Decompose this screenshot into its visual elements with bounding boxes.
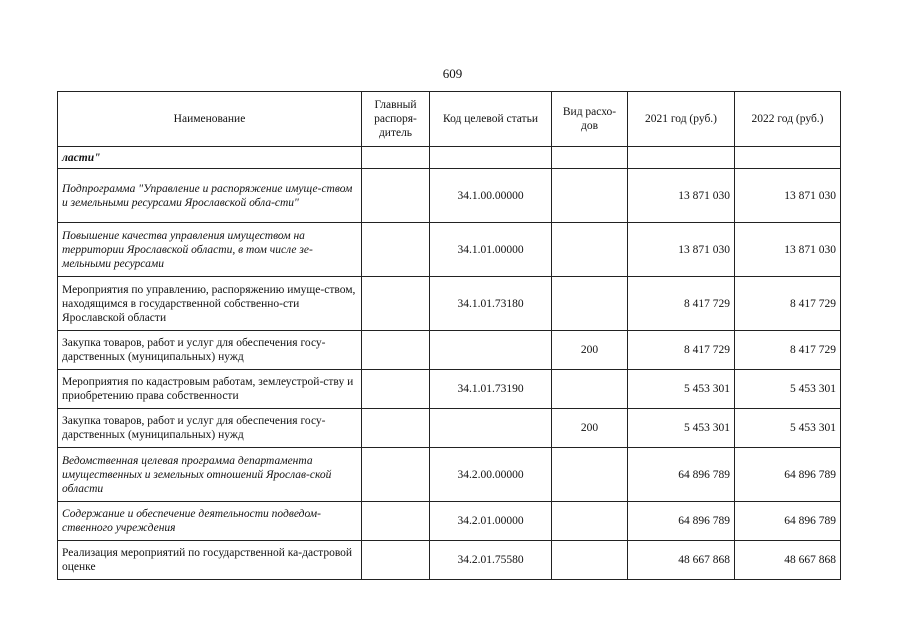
row-2022: 48 667 868: [735, 541, 841, 580]
row-2021: [628, 147, 735, 169]
row-code: 34.1.00.00000: [430, 169, 552, 223]
row-expense-type: [552, 223, 628, 277]
row-expense-type: [552, 541, 628, 580]
row-2022: 8 417 729: [735, 331, 841, 370]
table-row: [58, 147, 841, 169]
row-2021: 5 453 301: [628, 409, 735, 448]
budget-table: [57, 91, 841, 580]
header-manager: Главный распоря-дитель: [362, 92, 430, 147]
row-name: Мероприятия по кадастровым работам, землеустрой-ству и приобретению права собственности: [58, 370, 362, 409]
row-manager: [362, 277, 430, 331]
row-manager: [362, 370, 430, 409]
row-2022: 8 417 729: [735, 277, 841, 331]
row-name: Ведомственная целевая программа департамента имущественных и земельных отношений Ярослав-ской области: [58, 448, 362, 502]
row-expense-type: [552, 169, 628, 223]
row-2021: 8 417 729: [628, 331, 735, 370]
row-2022: 5 453 301: [735, 409, 841, 448]
table-row: [58, 409, 841, 448]
row-name: Закупка товаров, работ и услуг для обеспечения госу-дарственных (муниципальных) нужд: [58, 409, 362, 448]
row-expense-type: [552, 502, 628, 541]
row-manager: [362, 502, 430, 541]
row-code: 34.1.01.00000: [430, 223, 552, 277]
row-name: Содержание и обеспечение деятельности подведом-ственного учреждения: [58, 502, 362, 541]
row-manager: [362, 409, 430, 448]
table-header-row: [58, 92, 841, 147]
row-manager: [362, 541, 430, 580]
row-expense-type: [552, 448, 628, 502]
row-manager: [362, 169, 430, 223]
row-2021: 64 896 789: [628, 448, 735, 502]
row-2022: 13 871 030: [735, 169, 841, 223]
row-expense-type: [552, 147, 628, 169]
table-row: [58, 223, 841, 277]
row-name: Подпрограмма "Управление и распоряжение имуще-ством и земельными ресурсами Ярославской обла-сти": [58, 169, 362, 223]
row-code: 34.2.01.75580: [430, 541, 552, 580]
row-name: Реализация мероприятий по государственной ка-дастровой оценке: [58, 541, 362, 580]
row-expense-type: [552, 277, 628, 331]
row-expense-type: [552, 370, 628, 409]
row-name: ласти": [58, 147, 362, 169]
page-number: 609: [442, 66, 463, 81]
row-2022: 64 896 789: [735, 448, 841, 502]
row-manager: [362, 223, 430, 277]
header-expense-type: Вид расхо-дов: [552, 92, 628, 147]
table-row: [58, 331, 841, 370]
table-row: [58, 502, 841, 541]
table-row: [58, 277, 841, 331]
table-row: [58, 448, 841, 502]
header-name: Наименование: [58, 92, 362, 147]
row-2022: 5 453 301: [735, 370, 841, 409]
row-name: Закупка товаров, работ и услуг для обеспечения госу-дарственных (муниципальных) нужд: [58, 331, 362, 370]
row-name: Повышение качества управления имуществом на территории Ярославской области, в том числе зе-мельными ресурсами: [58, 223, 362, 277]
row-manager: [362, 448, 430, 502]
header-2021: 2021 год (руб.): [628, 92, 735, 147]
row-code: [430, 331, 552, 370]
row-code: 34.2.00.00000: [430, 448, 552, 502]
table-row: [58, 169, 841, 223]
row-name: Мероприятия по управлению, распоряжению имуще-ством, находящимся в государственной собственно-сти Ярославской области: [58, 277, 362, 331]
row-expense-type: 200: [552, 331, 628, 370]
row-2021: 64 896 789: [628, 502, 735, 541]
table-row: [58, 370, 841, 409]
row-2021: 13 871 030: [628, 223, 735, 277]
row-code: 34.1.01.73180: [430, 277, 552, 331]
row-manager: [362, 147, 430, 169]
row-2022: [735, 147, 841, 169]
row-manager: [362, 331, 430, 370]
row-2021: 48 667 868: [628, 541, 735, 580]
row-2021: 13 871 030: [628, 169, 735, 223]
header-2022: 2022 год (руб.): [735, 92, 841, 147]
row-code: [430, 147, 552, 169]
row-code: [430, 409, 552, 448]
row-expense-type: 200: [552, 409, 628, 448]
row-2022: 13 871 030: [735, 223, 841, 277]
row-code: 34.1.01.73190: [430, 370, 552, 409]
row-2021: 8 417 729: [628, 277, 735, 331]
row-2022: 64 896 789: [735, 502, 841, 541]
row-code: 34.2.01.00000: [430, 502, 552, 541]
row-2021: 5 453 301: [628, 370, 735, 409]
table-row: [58, 541, 841, 580]
header-code: Код целевой статьи: [430, 92, 552, 147]
